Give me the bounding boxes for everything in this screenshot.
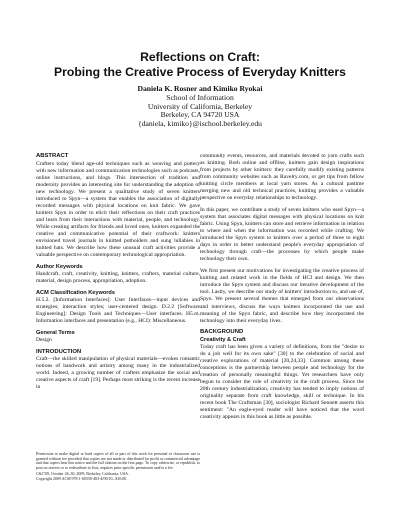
author-keywords-body: Handcraft, craft, creativity, knitting, knitters, crafters, material culture, material, design process, appropriation, adoption. (36, 270, 200, 284)
creativity-craft-heading: Creativity & Craft (200, 336, 246, 343)
right-column (200, 153, 364, 426)
author-block (0, 85, 400, 129)
author-names: Daniela K. Rosner and Kimiko Ryokai (137, 84, 263, 93)
body-paragraph-3: We first present our motivations for investigating the creative process of knitting and related work in the fields of HCI and design. We then introduce the Spyn system and discuss our iterative development of the tool. Lastly, we describe our study of knitters' introduction to, and use of, Spyn. We present several themes that emerged from our observations and interviews, discuss the ways knitters incorporated the use and meaning of the Spyn fabric, and describe how they incorporated the technology into their everyday lives. (200, 268, 364, 324)
author-email: {daniela, kimiko}@ischool.berkeley.edu (138, 119, 262, 129)
author-city: Berkeley, CA 94720 USA (160, 110, 240, 120)
background-heading: BACKGROUND (200, 329, 244, 336)
author-affiliation: School of Information (166, 92, 234, 102)
title-line-2: Probing the Creative Process of Everyday Knitters (54, 65, 346, 79)
paper-title (0, 50, 400, 80)
copyright-info: Copyright 2009 ACM 978-1-60558-403-4/09/10...$10.00. (36, 476, 128, 482)
left-column (36, 153, 200, 396)
title-line-1: Reflections on Craft: (140, 50, 260, 64)
general-terms-body: Design (36, 336, 52, 343)
body-paragraph-4: Today craft has been given a variety of definitions, from the "desire to do a job well for its own sake" [30] to the celebration of social and creative explorations of material [20,24,33]. Common among these conceptions is the partnership between people and technology for the creation of personally meaningful things. Yet researchers have only begun to consider the role of creativity in the craft process. Since the 20th century industrialization, creativity has tended to imply notions of originality separate from craft knowledge, skill or technique. In his recent book The Craftsman [30], sociologist Richard Sennett asserts this sentiment: "An eagle-eyed reader will have noticed that the word creativity appears in this book as little as possible. (200, 343, 364, 421)
introduction-body: Craft—the skilled manipulation of physical materials—evokes romantic notions of handwork and artistry among many in the industrialized world. Indeed, a growing number of crafters emphasize the social and creative aspects of craft [19]. Perhaps most striking is the recent increase in (36, 356, 200, 391)
author-university: University of California, Berkeley (147, 101, 253, 111)
conference-info: C&C'09, October 26–30, 2009, Berkeley, California, USA. (36, 471, 129, 477)
general-terms-heading: General Terms (36, 329, 75, 336)
body-paragraph-1: community events, resources, and materials devoted to yarn crafts such as knitting. Both online and offline, knitters gain design inspirations from projects by other knitters: they carefully modify existing patterns from community websites such as Ravelry.com, or get tips from fellow knitting circle members at local yarn stores. As a cultural pastime merging new and old technical practices, knitting provides a valuable perspective on everyday relationships to technology. (200, 153, 364, 202)
abstract-body: Crafters today blend age-old techniques such as weaving and pottery with new information and communication technologies such as podcasts, online instructions, and blogs. This intersection of tradition and modernity provides an interesting site for understanding the adoption of new technology. We present a qualitative study of seven knitters introduced to Spyn—a system that enables the association of digitally recorded messages with physical locations on knit fabric. We gave knitters Spyn in order to elicit their reflections on their craft practices and learn from their interactions with material, people, and technology. While creating artifacts for friends and loved ones, knitters expanded the creative and communicative potential of their craftwork: knitters envisioned travel journals in knitted potholders and sung lullabies in knitted hats. We describe how these unusual craft activities provide a valuable perspective on contemporary technological appropriation. (36, 160, 200, 259)
author-keywords-heading: Author Keywords (36, 263, 83, 270)
acm-classification-heading: ACM Classification Keywords (36, 289, 115, 296)
permission-notice: Permission to make digital or hard copies of all or part of this work for personal or classroom use is granted without fee provided that copies are not made or distributed for profit or commercial advantage and that copies bear this notice and the full citation on the first page. To copy otherwise, or republish, to post on servers or to redistribute to lists, requires prior specific permission and/or a fee. (36, 451, 200, 471)
acm-classification-body: H.5.2. [Information Interfaces]: User Interfaces—input devices and strategies; interaction styles; user-centered design. D.2.2 [Software Engineering]: Design Tools and Techniques—User interfaces. H5.m. Information interfaces and presentation (e.g., HCI): Miscellaneous. (36, 296, 200, 324)
copyright-footnote (36, 452, 200, 482)
body-paragraph-2: In this paper, we contribute a study of seven knitters who used Spyn—a system that associates digital messages with physical locations on knit fabric. Using Spyn, knitters can store and retrieve information in relation to where and when the information was recorded while crafting. We introduced the Spyn system to knitters over a period of three to eight days in order to better understand people's everyday appropriation of technology through craft—the processes by which people make technology their own. (200, 207, 364, 263)
abstract-heading: ABSTRACT (36, 153, 69, 159)
introduction-heading: INTRODUCTION (36, 348, 82, 355)
